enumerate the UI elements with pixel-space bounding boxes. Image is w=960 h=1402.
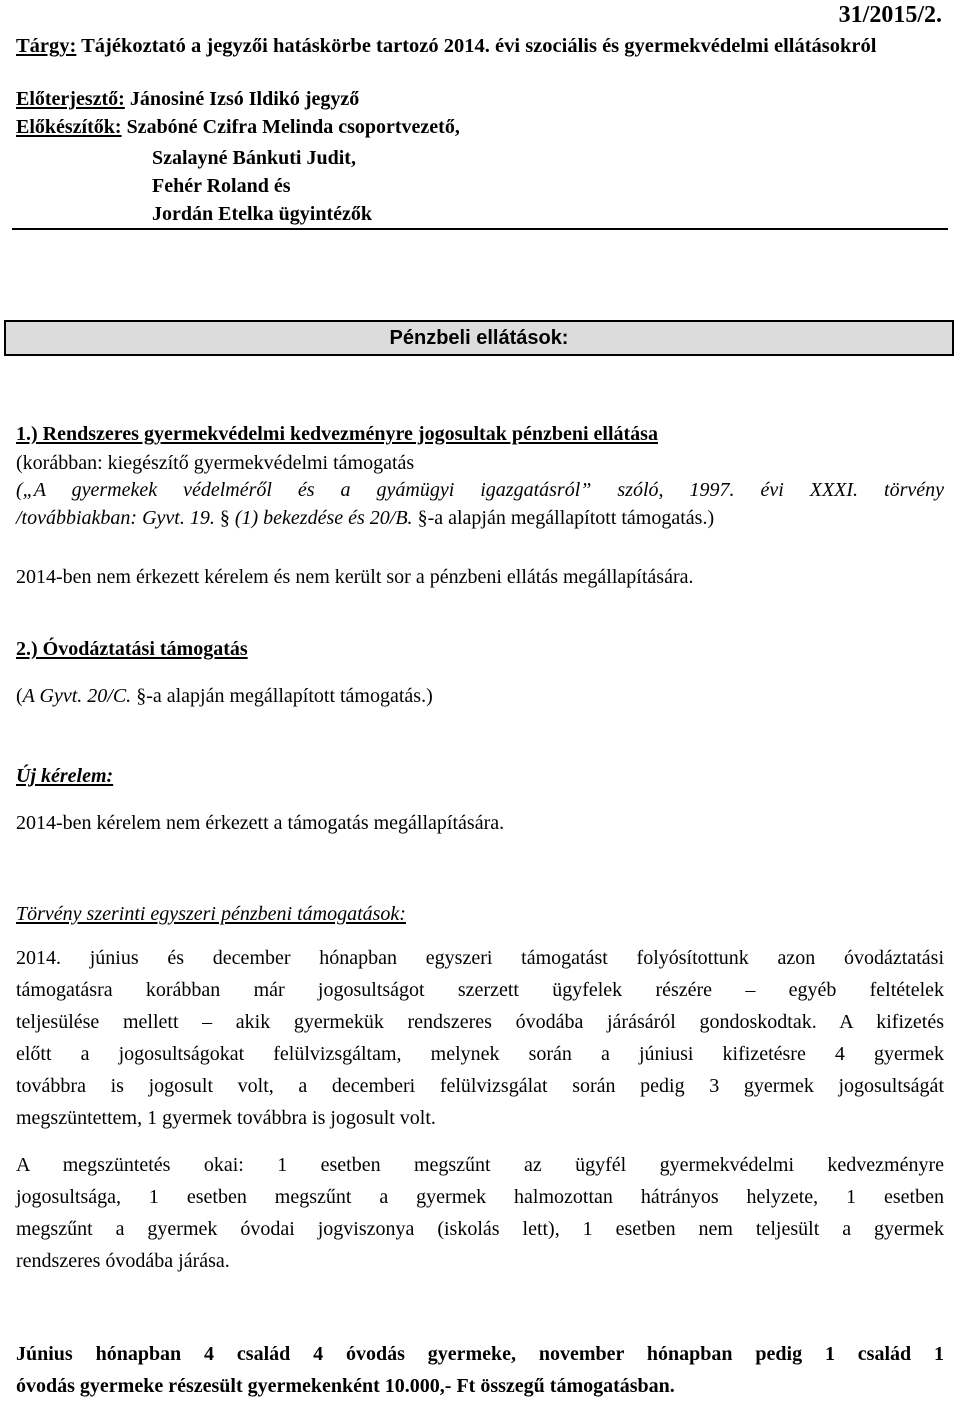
presenter-label: Előterjesztő: <box>16 88 125 110</box>
presenter-text: Jánosiné Izsó Ildikó jegyző <box>129 88 360 110</box>
item1-line3 <box>16 502 944 534</box>
section-banner <box>4 320 954 356</box>
preparer-2: Szalayné Bánkuti Judit, <box>152 147 356 169</box>
paragraph-sign: § <box>136 685 147 707</box>
paragraph-sign: § <box>219 507 230 529</box>
paragraph-line: 2014. június és december hónapban egyszeri támogatást folyósítottunk azon óvodáztatási <box>16 947 944 969</box>
paragraph-line: továbbra is jogosult volt, a decemberi felülvizsgálat során pedig 3 gyermek jogosultságát <box>16 1075 944 1097</box>
onetime-paragraph-2 <box>16 1149 944 1277</box>
item2-heading: 2.) Óvodáztatási támogatás <box>16 638 248 660</box>
paragraph-line: teljesülése mellett – akik gyermekük rendszeres óvodába járásáról gondoskodtak. A kifizetés <box>16 1011 944 1033</box>
new-request-text: 2014-ben kérelem nem érkezett a támogatás megállapítására. <box>16 812 505 834</box>
header-divider <box>12 228 948 230</box>
document-number: 31/2015/2. <box>838 2 942 28</box>
summary-line: Június hónapban 4 család 4 óvodás gyermeke, november hónapban pedig 1 család 1 <box>16 1343 944 1365</box>
item1-ref-italic: /továbbiakban: Gyvt. 19. <box>16 507 215 529</box>
item1-line2: („A gyermekek védelméről és a gyámügyi igazgatásról” szóló, 1997. évi XXXI. törvény <box>16 479 944 501</box>
paragraph-line: megszüntettem, 1 gyermek továbbra is jogosult volt. <box>16 1107 436 1129</box>
preparers-label: Előkészítők: <box>16 116 122 138</box>
paragraph-line: rendszeres óvodába járása. <box>16 1250 230 1272</box>
summary-line: óvodás gyermeke részesült gyermekenként 10.000,- Ft összegű támogatásban. <box>16 1375 675 1397</box>
item1-ref-rest: -a alapján megállapított támogatás.) <box>427 507 715 529</box>
preparers-line <box>16 116 460 139</box>
item1-text: 2014-ben nem érkezett kérelem és nem került sor a pénzbeni ellátás megállapítására. <box>16 566 694 588</box>
item1-line1: (korábban: kiegészítő gyermekvédelmi támogatás <box>16 452 415 474</box>
item1-heading: 1.) Rendszeres gyermekvédelmi kedvezményre jogosultak pénzbeni ellátása <box>16 423 658 445</box>
subject-line <box>16 32 946 60</box>
preparer-1: Szabóné Czifra Melinda csoportvezető, <box>126 116 460 138</box>
paragraph-line: jogosultsága, 1 esetben megszűnt a gyermek halmozottan hátrányos helyzete, 1 esetben <box>16 1186 944 1208</box>
new-request-heading: Új kérelem: <box>16 765 114 787</box>
paragraph-line: megszűnt a gyermek óvodai jogviszonya (iskolás lett), 1 esetben nem teljesült a gyermek <box>16 1218 944 1240</box>
preparer-4: Jordán Etelka ügyintézők <box>152 203 373 225</box>
section-title: Pénzbeli ellátások: <box>389 326 569 349</box>
paragraph-line: A megszüntetés okai: 1 esetben megszűnt az ügyfél gyermekvédelmi kedvezményre <box>16 1154 944 1176</box>
item1-ref-italic-2: (1) bekezdése és 20/B. <box>234 507 413 529</box>
paragraph-sign: § <box>417 507 428 529</box>
onetime-heading: Törvény szerinti egyszeri pénzbeni támogatások: <box>16 903 406 925</box>
subject-label: Tárgy: <box>16 35 77 57</box>
onetime-paragraph-1 <box>16 942 944 1134</box>
subject-text: Tájékoztató a jegyzői hatáskörbe tartozó 2014. évi szociális és gyermekvédelmi ellátásokról <box>81 35 877 57</box>
item2-ref-rest: -a alapján megállapított támogatás.) <box>146 685 433 707</box>
summary-paragraph <box>16 1338 944 1402</box>
item2-ref <box>16 680 944 712</box>
paragraph-line: előtt a jogosultságokat felülvizsgáltam, melynek során a júniusi kifizetésre 4 gyermek <box>16 1043 944 1065</box>
item2-ref-italic: A Gyvt. 20/C. <box>22 685 132 707</box>
item2-ref-open: ( <box>16 685 23 707</box>
preparers-continued <box>152 144 372 228</box>
presenter-line <box>16 88 359 111</box>
preparer-3: Fehér Roland és <box>152 175 291 197</box>
paragraph-line: támogatásra korábban már jogosultságot szerzett ügyfelek részére – egyéb feltételek <box>16 979 944 1001</box>
